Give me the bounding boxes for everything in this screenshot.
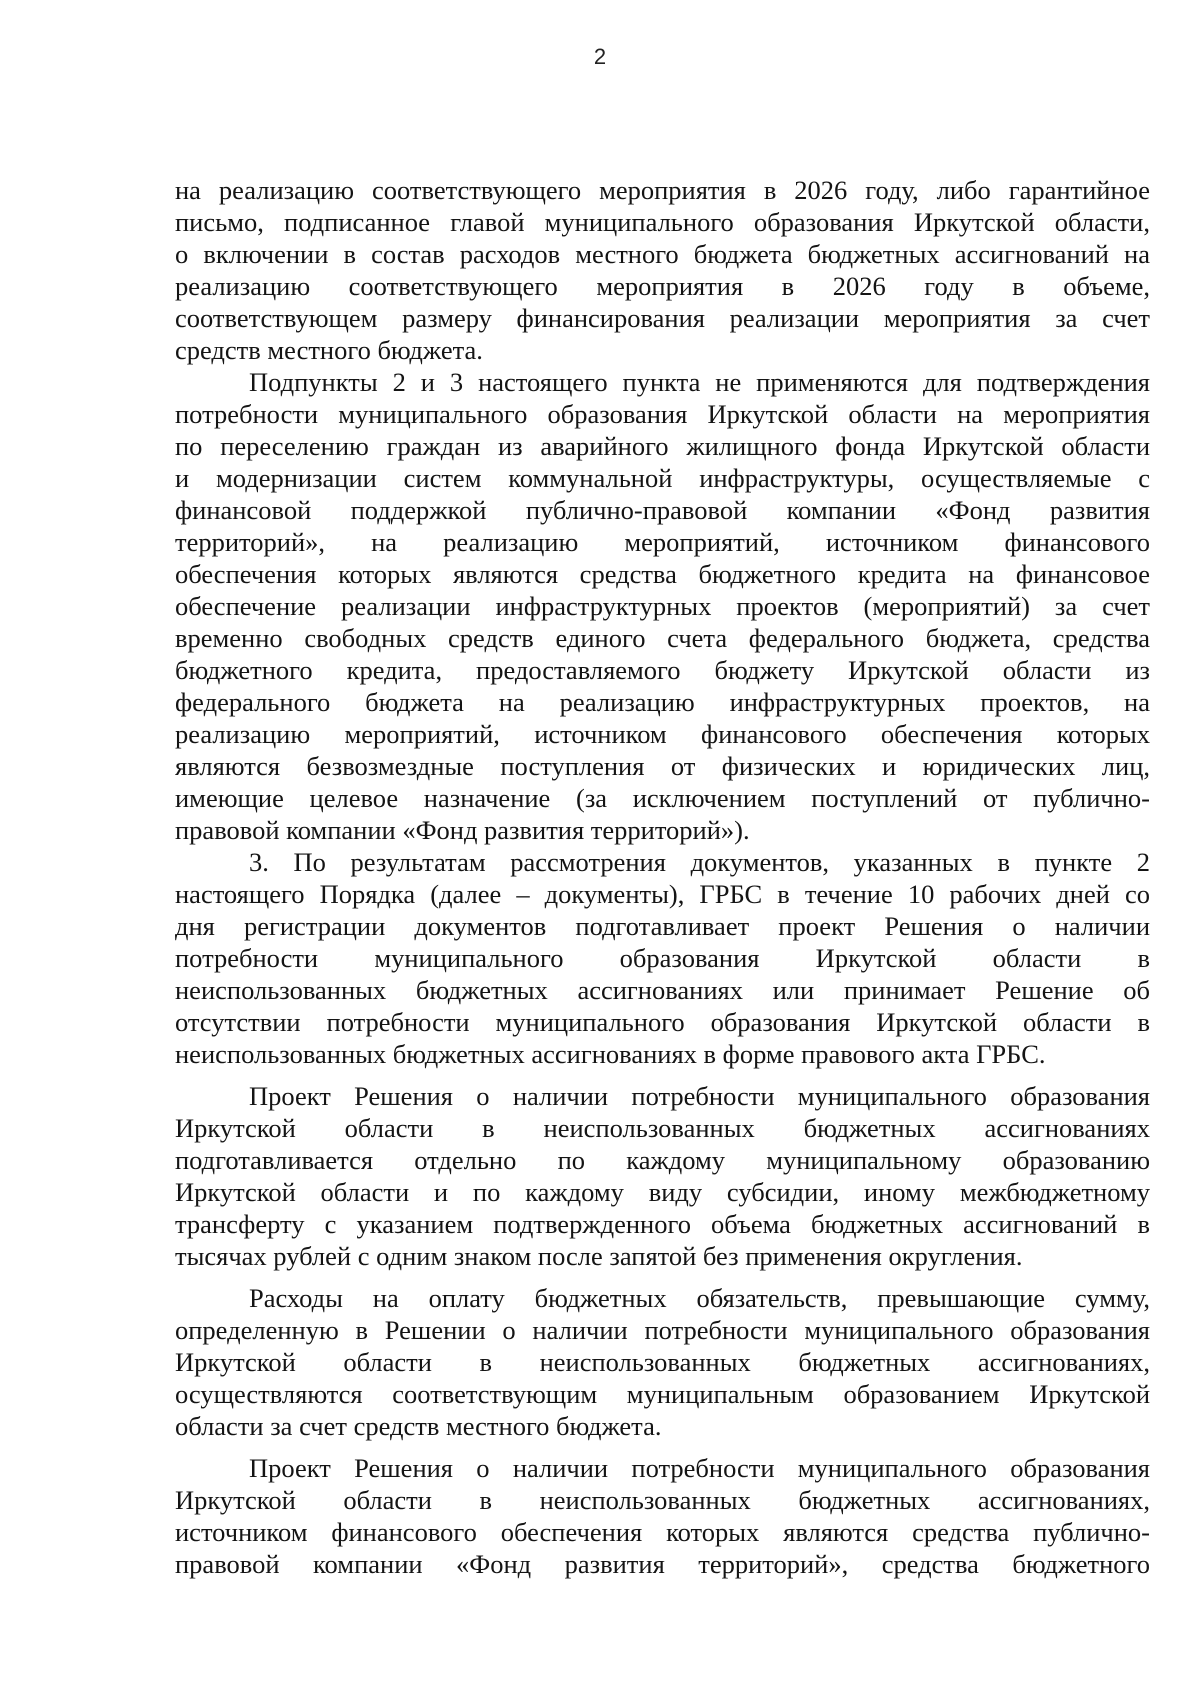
text-line: потребности муниципального образования Иркутской области в bbox=[175, 943, 1150, 973]
text-line: Иркутской области в неиспользованных бюджетных ассигнованиях, bbox=[175, 1485, 1150, 1515]
text-line: неиспользованных бюджетных ассигнованиях в форме правового акта ГРБС. bbox=[175, 1039, 1046, 1069]
text-line: осуществляются соответствующим муниципальным образованием Иркутской bbox=[175, 1379, 1150, 1409]
text-line: Иркутской области и по каждому виду субсидии, иному межбюджетному bbox=[175, 1177, 1150, 1207]
text-line: являются безвозмездные поступления от физических и юридических лиц, bbox=[175, 751, 1150, 781]
text-line: и модернизации систем коммунальной инфраструктуры, осуществляемые с bbox=[175, 463, 1150, 493]
paragraph-spacer bbox=[175, 1070, 1150, 1080]
paragraph-draft-decision bbox=[175, 1080, 1150, 1272]
text-line: Проект Решения о наличии потребности муниципального образования bbox=[249, 1453, 1150, 1483]
text-line: тысячах рублей с одним знаком после запятой без применения округления. bbox=[175, 1241, 1023, 1271]
text-line: обеспечение реализации инфраструктурных проектов (мероприятий) за счет bbox=[175, 591, 1150, 621]
text-line: Подпункты 2 и 3 настоящего пункта не применяются для подтверждения bbox=[249, 367, 1150, 397]
text-line: о включении в состав расходов местного бюджета бюджетных ассигнований на bbox=[175, 239, 1150, 269]
text-line: территорий», на реализацию мероприятий, источником финансового bbox=[175, 527, 1150, 557]
text-line: временно свободных средств единого счета федерального бюджета, средства bbox=[175, 623, 1150, 653]
text-line: реализацию соответствующего мероприятия в 2026 году в объеме, bbox=[175, 271, 1150, 301]
text-line: федерального бюджета на реализацию инфраструктурных проектов, на bbox=[175, 687, 1150, 717]
text-line: отсутствии потребности муниципального образования Иркутской области в bbox=[175, 1007, 1150, 1037]
text-line: трансферту с указанием подтвержденного объема бюджетных ассигнований в bbox=[175, 1209, 1150, 1239]
text-line: имеющие целевое назначение (за исключением поступлений от публично- bbox=[175, 783, 1150, 813]
text-line: 3. По результатам рассмотрения документов, указанных в пункте 2 bbox=[249, 847, 1150, 877]
text-line: по переселению граждан из аварийного жилищного фонда Иркутской области bbox=[175, 431, 1150, 461]
text-line: неиспользованных бюджетных ассигнованиях или принимает Решение об bbox=[175, 975, 1150, 1005]
text-line: потребности муниципального образования Иркутской области на мероприятия bbox=[175, 399, 1150, 429]
text-line: Иркутской области в неиспользованных бюджетных ассигнованиях, bbox=[175, 1347, 1150, 1377]
text-line: Иркутской области в неиспользованных бюджетных ассигнованиях bbox=[175, 1113, 1150, 1143]
paragraph-subpoints-exception bbox=[175, 366, 1150, 846]
text-line: настоящего Порядка (далее – документы), ГРБС в течение 10 рабочих дней со bbox=[175, 879, 1150, 909]
paragraph-expenses bbox=[175, 1282, 1150, 1442]
text-line: письмо, подписанное главой муниципального образования Иркутской области, bbox=[175, 207, 1150, 237]
text-line: соответствующем размеру финансирования реализации мероприятия за счет bbox=[175, 303, 1150, 333]
text-line: Расходы на оплату бюджетных обязательств, превышающие сумму, bbox=[249, 1283, 1150, 1313]
text-line: подготавливается отдельно по каждому муниципальному образованию bbox=[175, 1145, 1150, 1175]
text-line: финансовой поддержкой публично-правовой компании «Фонд развития bbox=[175, 495, 1150, 525]
paragraph-continuation bbox=[175, 174, 1150, 366]
text-line: обеспечения которых являются средства бюджетного кредита на финансовое bbox=[175, 559, 1150, 589]
paragraph-spacer bbox=[175, 1272, 1150, 1282]
text-line: области за счет средств местного бюджета. bbox=[175, 1411, 662, 1441]
text-line: источником финансового обеспечения которых являются средства публично- bbox=[175, 1517, 1150, 1547]
text-line: бюджетного кредита, предоставляемого бюджету Иркутской области из bbox=[175, 655, 1150, 685]
text-line: определенную в Решении о наличии потребности муниципального образования bbox=[175, 1315, 1150, 1345]
text-line: на реализацию соответствующего мероприятия в 2026 году, либо гарантийное bbox=[175, 175, 1150, 205]
page-number: 2 bbox=[593, 44, 607, 69]
text-line: Проект Решения о наличии потребности муниципального образования bbox=[249, 1081, 1150, 1111]
text-line: дня регистрации документов подготавливает проект Решения о наличии bbox=[175, 911, 1150, 941]
text-line: средств местного бюджета. bbox=[175, 335, 483, 365]
document-body bbox=[175, 174, 1150, 1580]
text-line: правовой компании «Фонд развития территорий»). bbox=[175, 815, 750, 845]
text-line: реализацию мероприятий, источником финансового обеспечения которых bbox=[175, 719, 1150, 749]
paragraph-draft-decision-sources bbox=[175, 1452, 1150, 1580]
paragraph-clause-3 bbox=[175, 846, 1150, 1070]
text-line: правовой компании «Фонд развития территорий», средства бюджетного bbox=[175, 1549, 1150, 1579]
paragraph-spacer bbox=[175, 1442, 1150, 1452]
